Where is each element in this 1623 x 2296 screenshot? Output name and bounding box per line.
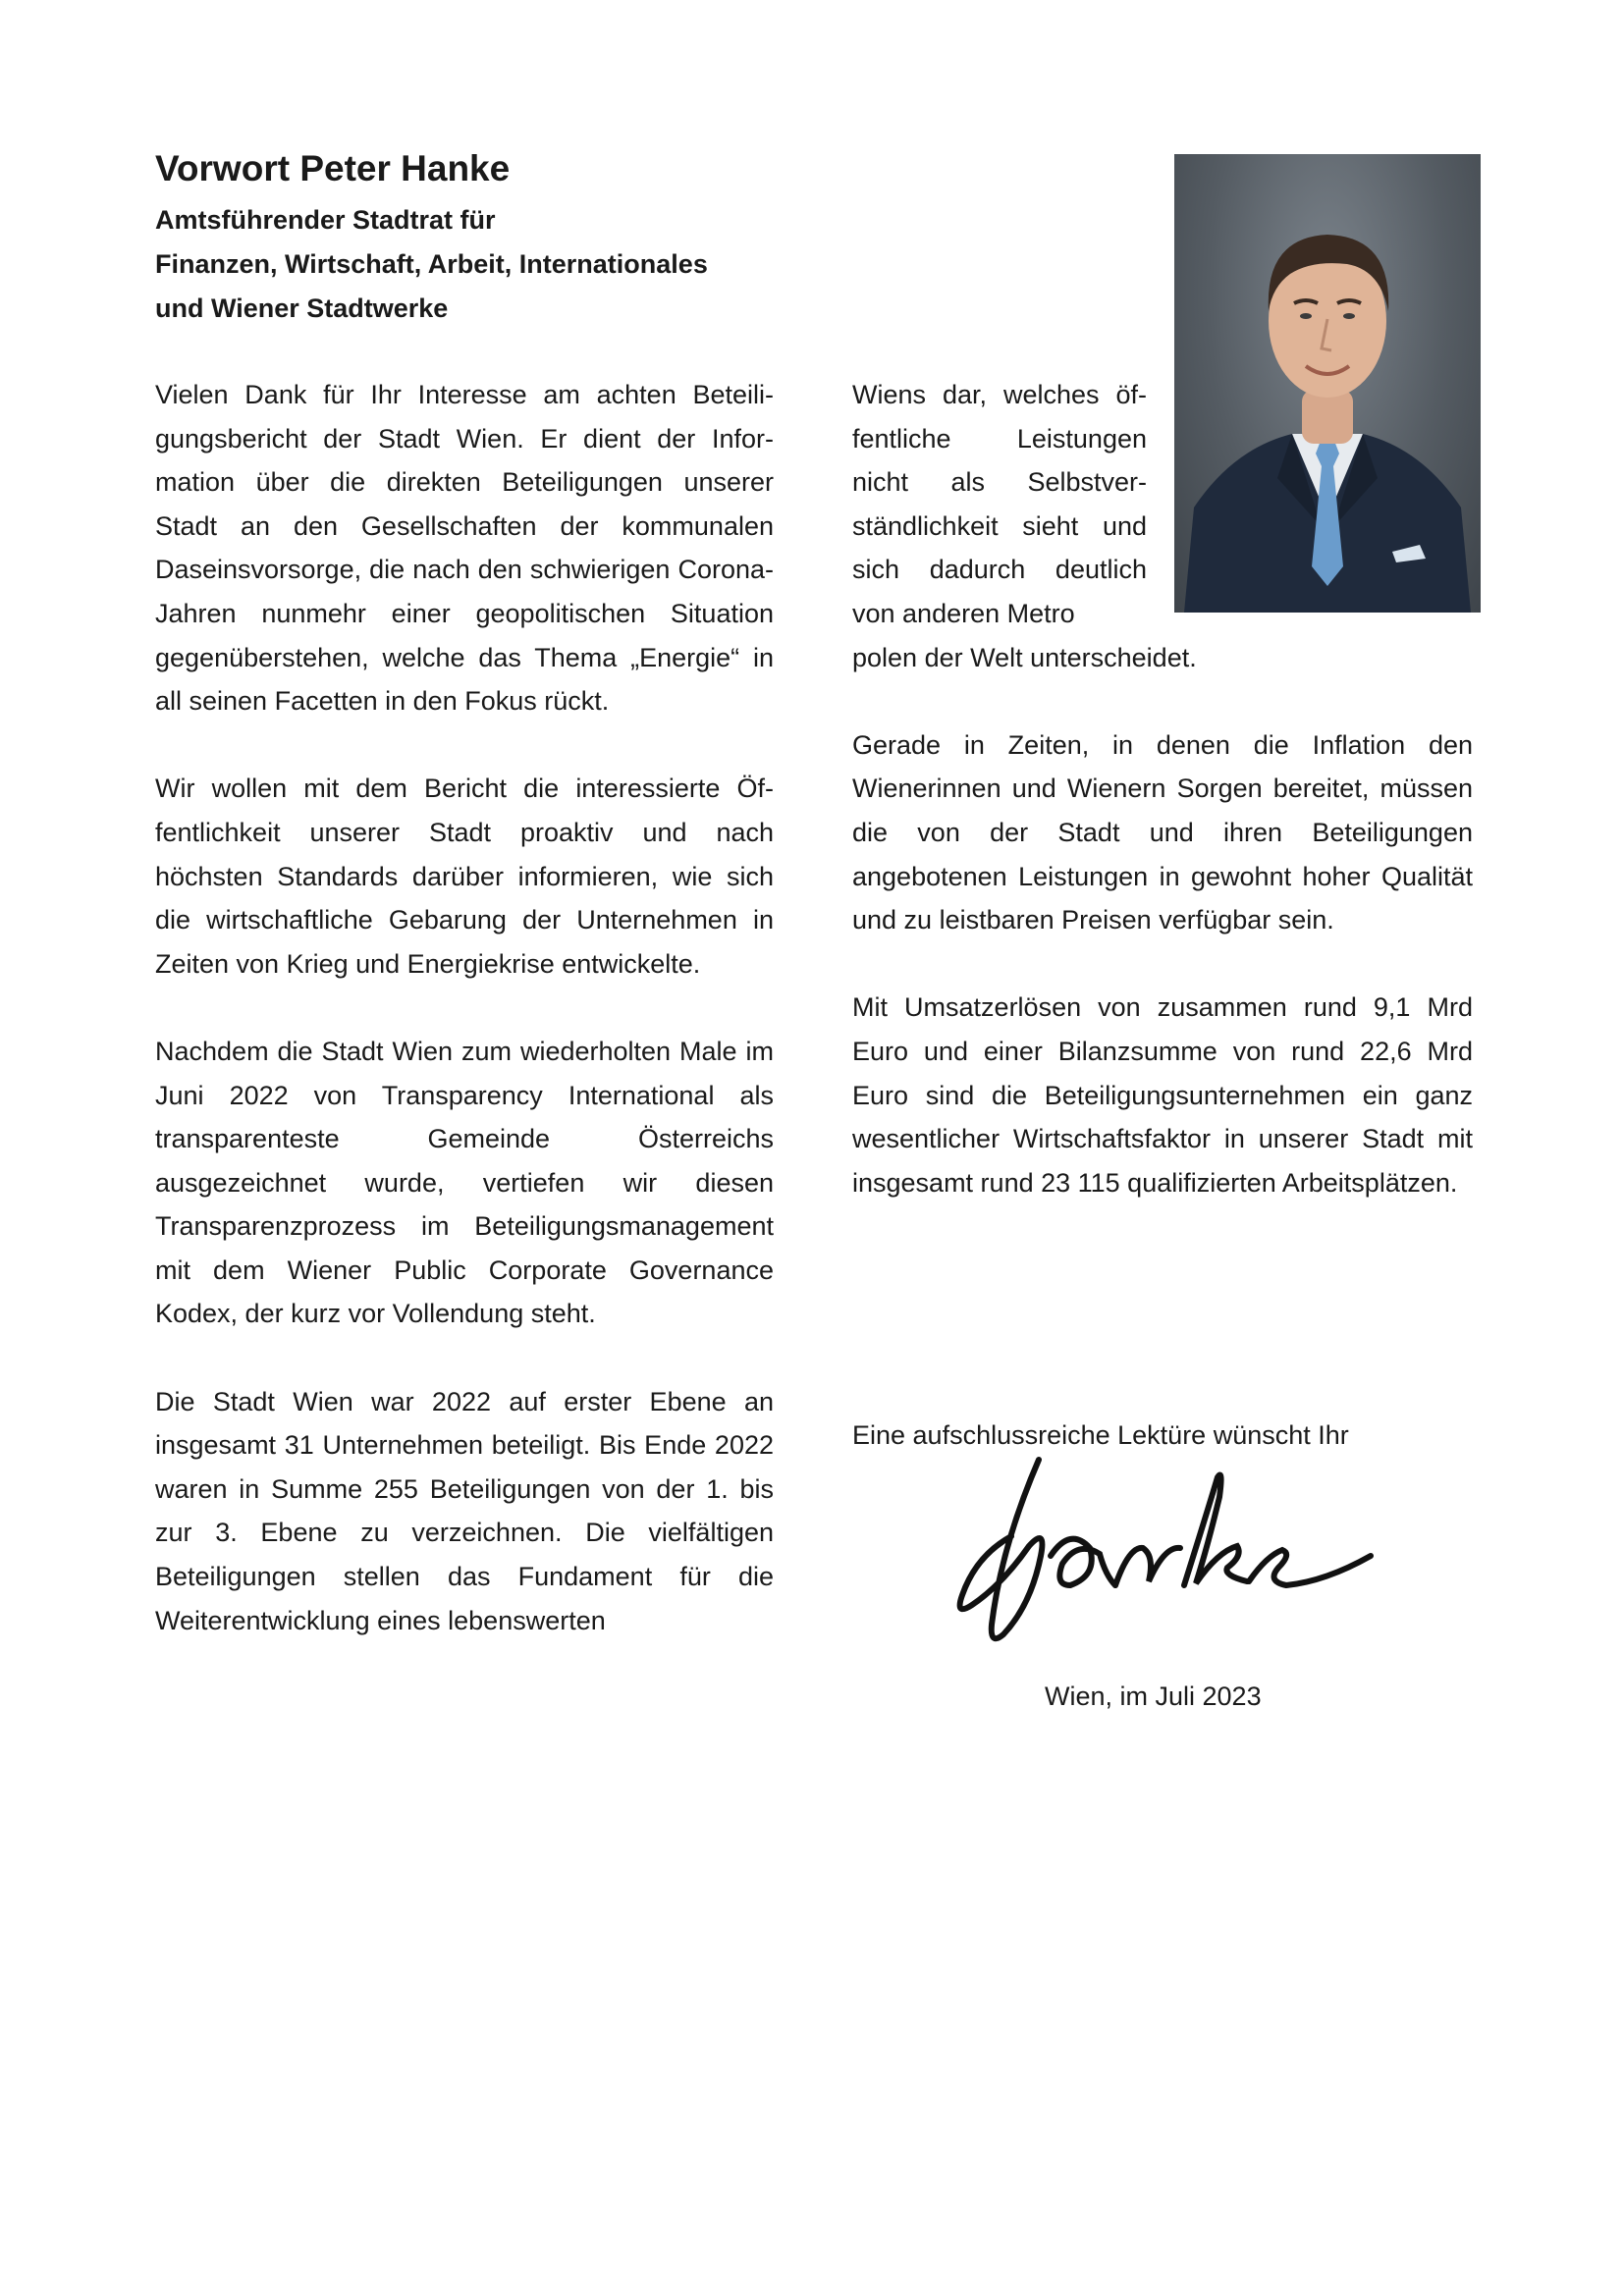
paragraph: Gerade in Zeiten, in denen die Inflation den Wienerinnen und Wienern Sorgen bereitet, müssen die von der Stadt und ihren Beteiligungen angebotenen Leistungen in gewohnt hoher Qualität und zu leistbaren Preisen verfügbar sein. [852,729,1473,935]
heading-block [155,147,842,331]
subtitle-line-3: und Wiener Stadtwerke [155,294,449,324]
signature [933,1438,1375,1654]
subtitle-line-1: Amtsführender Stadtrat für [155,205,496,236]
paragraph: Wir wollen mit dem Bericht die interessierte Öffentlichkeit unserer Stadt proaktiv und nach höchsten Standards darüber informieren, wie sich die wirtschaftliche Gebarung der Unternehmen in Zeiten von Krieg und Energiekrise entwickelte. [155,774,774,979]
signature-drawing [933,1438,1375,1654]
right-column [852,373,1473,1249]
paragraph: Die Stadt Wien war 2022 auf erster Ebene an insgesamt 31 Unternehmen beteiligt. Bis Ende 2022 waren in Summe 255 Beteiligungen von der 1. bis zur 3. Ebene zu verzeichnen. Die vielfältigen Beteiligungen stellen das Fundament für die Weiterentwicklung eines lebenswerten [155,1386,774,1635]
left-column [155,373,774,1686]
paragraph: Nachdem die Stadt Wien zum wiederholten Male im Juni 2022 von Transparency International als transparenteste Gemeinde Österreichs ausgezeichnet wurde, vertiefen wir diesen Transparenzprozess im Beteiligungsmanagement mit dem Wiener Public Corporate Governance Kodex, der kurz vor Vollendung steht. [155,1036,774,1329]
paragraph-intro: Wiens dar, welches öffentliche Leistungen nicht als Selbstverständlichkeit sieht und sich dadurch deutlich von anderen Metro [852,380,1147,628]
paragraph-intro-end: polen der Welt unterscheidet. [852,642,1197,672]
page-title: Vorwort Peter Hanke [155,148,511,188]
closing-line: Eine aufschlussreiche Lektüre wünscht Ihr [852,1420,1349,1450]
subtitle-line-2: Finanzen, Wirtschaft, Arbeit, Internationales [155,249,708,280]
place-date: Wien, im Juli 2023 [1045,1682,1262,1711]
paragraph: Mit Umsatzerlösen von zusammen rund 9,1 Mrd Euro und einer Bilanzsumme von rund 22,6 Mrd Euro sind die Beteiligungsunternehmen ein ganz wesentlicher Wirtschaftsfaktor in unserer Stadt mit insgesamt rund 23 115 qualifizierten Arbeitsplätzen. [852,992,1473,1198]
paragraph: Vielen Dank für Ihr Interesse am achten Beteiligungsbericht der Stadt Wien. Er dient der Information über die direkten Beteiligungen unserer Stadt an den Gesellschaften der kommunalen Daseinsvorsorge, die nach den schwierigen Corona-Jahren nunmehr einer geopolitischen Situation gegenüberstehen, welche das Thema „Energie“ in all seinen Facetten in den Fokus rückt. [155,380,774,717]
